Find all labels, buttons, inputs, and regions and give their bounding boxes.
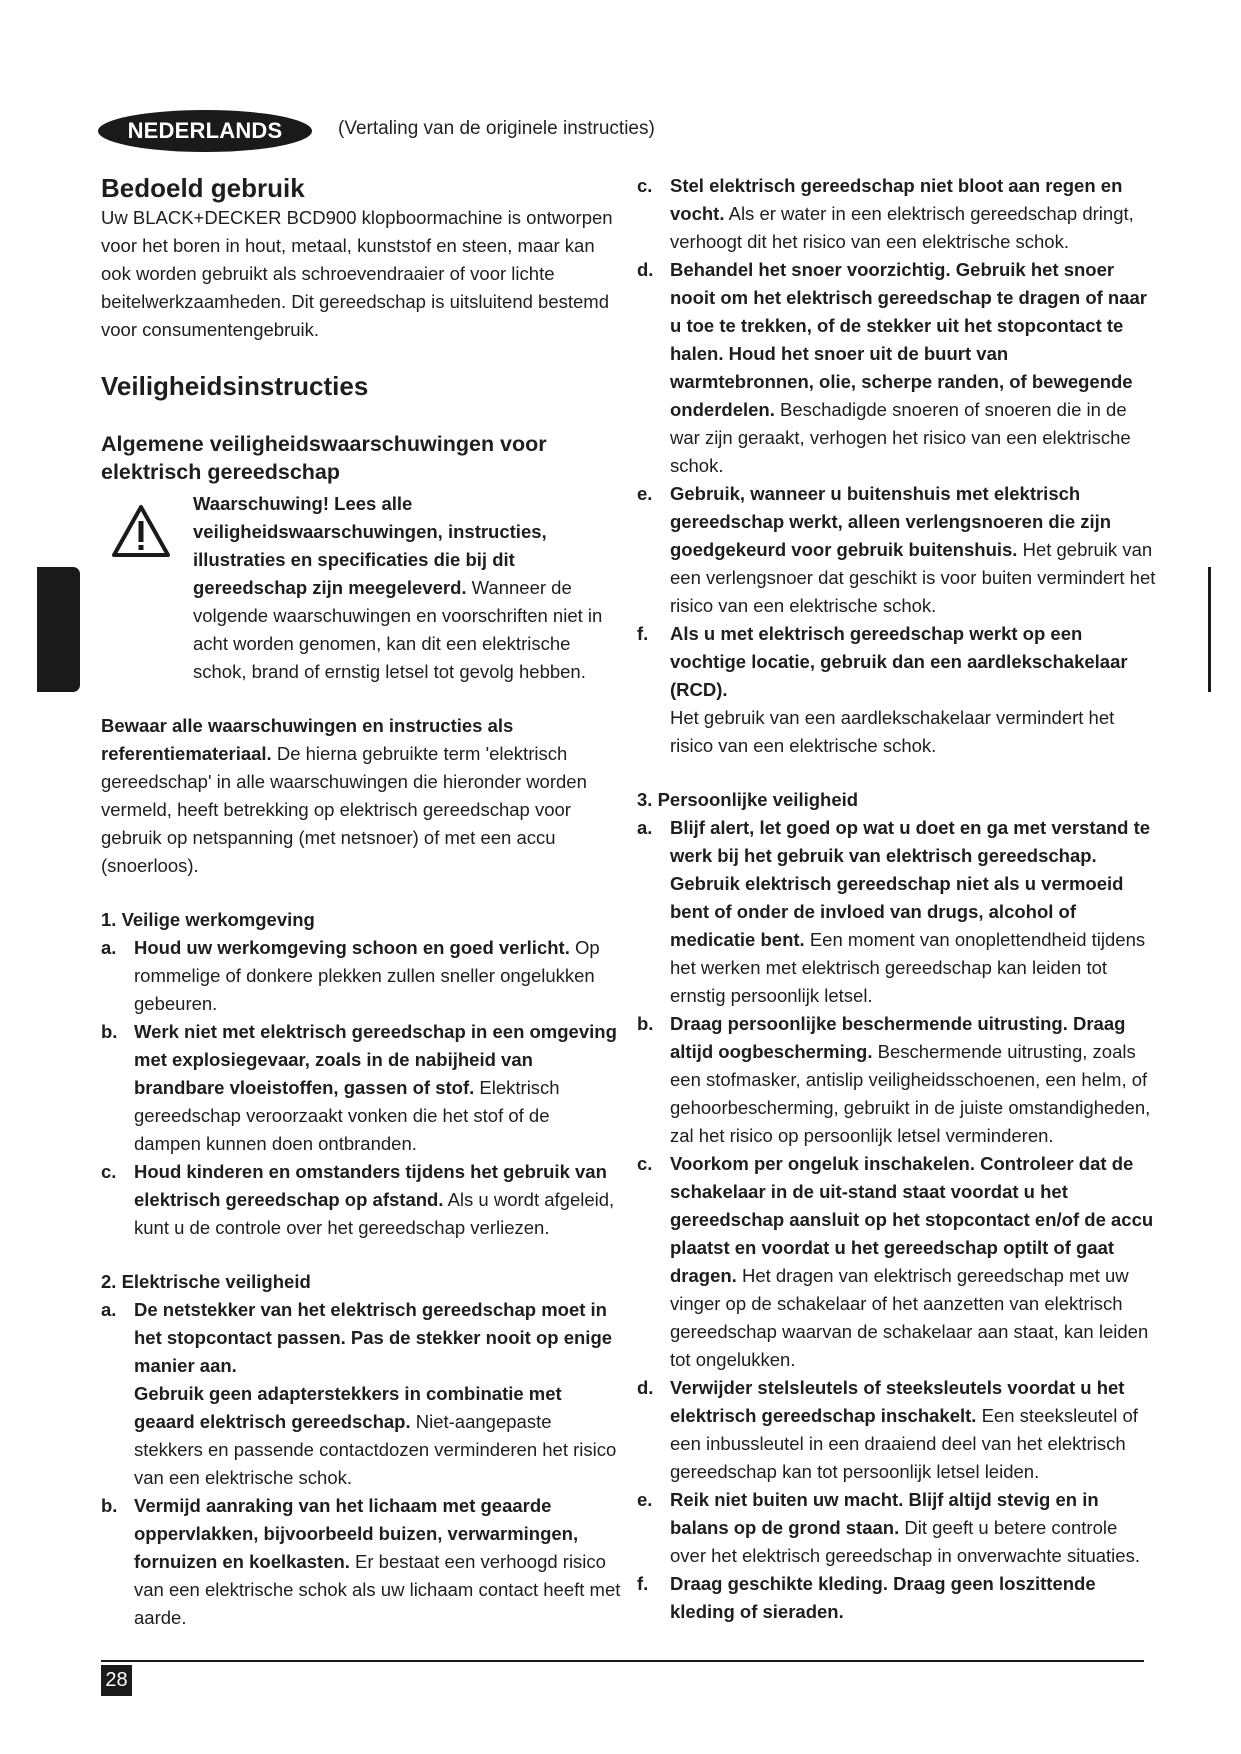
- item-text: Het gebruik van een aardlekschakelaar vermindert het risico van een elektrische schok.: [670, 707, 1115, 756]
- page-number: 28: [101, 1665, 132, 1696]
- s3-item-a: [637, 814, 1157, 1010]
- item-label: d.: [637, 1377, 654, 1398]
- item-text: Elektrisch gereedschap veroorzaakt vonken die het stof of de dampen kunnen doen ontbranden.: [134, 1077, 560, 1154]
- keep-bold: Bewaar alle waarschuwingen en instructies als referentiemateriaal.: [101, 715, 514, 764]
- item-label: b.: [101, 1495, 118, 1516]
- item-label: f.: [637, 623, 649, 644]
- s3-item-e: [637, 1486, 1157, 1570]
- item-bold: Reik niet buiten uw macht. Blijf altijd stevig en in balans op de grond staan.: [670, 1489, 1099, 1538]
- intended-use-text: Uw BLACK+DECKER BCD900 klopboormachine is ontworpen voor het boren in hout, metaal, kunststof en steen, maar kan ook worden gebruikt als schroevendraaier of voor lichte beitelwerkzaamheden. Dit gereedschap is uitsluitend bestemd voor consumentengebruik.: [101, 207, 613, 340]
- section-3-title: 3. Persoonlijke veiligheid: [637, 789, 859, 810]
- item-bold: Draag persoonlijke beschermende uitrusting. Draag altijd oogbescherming.: [670, 1013, 1126, 1062]
- s1-item-c: [101, 1158, 621, 1242]
- item-bold: Blijf alert, let goed op wat u doet en ga met verstand te werk bij het gebruik van elektrisch gereedschap. Gebruik elektrisch gereedschap niet als u vermoeid bent of onder de invloed van drugs, alcohol of medicatie bent.: [670, 817, 1151, 950]
- s3-item-b: [637, 1010, 1157, 1150]
- item-bold: Houd uw werkomgeving schoon en goed verlicht.: [134, 937, 570, 958]
- item-bold: Als u met elektrisch gereedschap werkt op een vochtige locatie, gebruik dan een aardlekschakelaar (RCD).: [670, 623, 1128, 700]
- item-label: a.: [101, 937, 117, 958]
- section-1-title: 1. Veilige werkomgeving: [101, 909, 315, 930]
- item-bold: Werk niet met elektrisch gereedschap in een omgeving met explosiegevaar, zoals in de nabijheid van brandbare vloeistoffen, gassen of stof.: [134, 1021, 617, 1098]
- s3-item-d: [637, 1374, 1157, 1486]
- left-column: [101, 172, 621, 1632]
- item-label: e.: [637, 1489, 653, 1510]
- item-bold: Houd kinderen en omstanders tijdens het gebruik van elektrisch gereedschap op afstand.: [134, 1161, 607, 1210]
- item-bold: Behandel het snoer voorzichtig. Gebruik het snoer nooit om het elektrisch gereedschap te dragen of naar u toe te trekken, of de stekker uit het stopcontact te halen. Houd het snoer uit de buurt van warmtebronnen, olie, scherpe randen, of bewegende onderdelen.: [670, 259, 1148, 420]
- general-warnings-title: Algemene veiligheidswaarschuwingen voor elektrisch gereedschap: [101, 432, 547, 484]
- item-text: Beschermende uitrusting, zoals een stofmasker, antislip veiligheidsschoenen, een helm, of gehoorbescherming, gebruikt in de juiste omstandigheden, zal het risico op persoonlijk letsel verminderen.: [670, 1041, 1151, 1146]
- s2-item-f: [637, 620, 1157, 760]
- item-text: Als er water in een elektrisch gereedschap dringt, verhoogt dit het risico van een elektrische schok.: [670, 203, 1134, 252]
- section-2-title: 2. Elektrische veiligheid: [101, 1271, 311, 1292]
- translation-note: (Vertaling van de originele instructies): [338, 118, 655, 139]
- item-text: Er bestaat een verhoogd risico van een elektrische schok als uw lichaam contact heeft met aarde.: [134, 1551, 621, 1628]
- item-text: Een steeksleutel of een inbussleutel in een draaiend deel van het elektrisch gereedschap kan tot persoonlijk letsel leiden.: [670, 1405, 1138, 1482]
- s2-item-c: [637, 172, 1157, 256]
- s2-item-b: [101, 1492, 621, 1632]
- item-label: a.: [101, 1299, 117, 1320]
- keep-normal: De hierna gebruikte term 'elektrisch gereedschap' in alle waarschuwingen die hieronder worden vermeld, heeft betrekking op elektrisch gereedschap voor gebruik op netspanning (met netsnoer) of met een accu (snoerloos).: [101, 743, 587, 876]
- language-label: NEDERLANDS: [127, 118, 283, 143]
- s3-item-c: [637, 1150, 1157, 1374]
- item-bold: Verwijder stelsleutels of steeksleutels voordat u het elektrisch gereedschap inschakelt.: [670, 1377, 1125, 1426]
- warning-text: [193, 490, 621, 686]
- item-text: Het dragen van elektrisch gereedschap met uw vinger op de schakelaar of het aanzetten van elektrisch gereedschap waarvan de schakelaar aan staat, kan leiden tot ongelukken.: [670, 1265, 1149, 1370]
- item-text: Dit geeft u betere controle over het elektrisch gereedschap in onverwachte situaties.: [670, 1517, 1140, 1566]
- item-label: c.: [101, 1161, 117, 1182]
- warning-block: [101, 490, 621, 686]
- item-text: Niet-aangepaste stekkers en passende contactdozen verminderen het risico van een elektrische schok.: [134, 1411, 617, 1488]
- item-bold-2: Gebruik geen adapterstekkers in combinatie met geaard elektrisch gereedschap.: [134, 1383, 562, 1432]
- item-bold: Stel elektrisch gereedschap niet bloot aan regen en vocht.: [670, 175, 1123, 224]
- language-badge: [98, 110, 312, 152]
- item-label: d.: [637, 259, 654, 280]
- right-column: [637, 172, 1157, 1626]
- item-label: a.: [637, 817, 653, 838]
- s1-item-b: [101, 1018, 621, 1158]
- warning-bold: Waarschuwing! Lees alle veiligheidswaarschuwingen, instructies, illustraties en specificaties die bij dit gereedschap zijn meegeleverd.: [193, 493, 547, 598]
- item-bold: Gebruik, wanneer u buitenshuis met elektrisch gereedschap werkt, alleen verlengsnoeren die zijn goedgekeurd voor gebruik buitenshuis.: [670, 483, 1112, 560]
- item-text: Een moment van onoplettendheid tijdens het werken met elektrisch gereedschap kan leiden tot ernstig persoonlijk letsel.: [670, 929, 1146, 1006]
- item-bold: Vermijd aanraking van het lichaam met geaarde oppervlakken, bijvoorbeeld buizen, verwarmingen, fornuizen en koelkasten.: [134, 1495, 579, 1572]
- s3-item-f: [637, 1570, 1157, 1626]
- item-bold: Draag geschikte kleding. Draag geen loszittende kleding of sieraden.: [670, 1573, 1096, 1622]
- s2-item-d: [637, 256, 1157, 480]
- item-text: Als u wordt afgeleid, kunt u de controle over het gereedschap verliezen.: [134, 1189, 615, 1238]
- item-label: b.: [101, 1021, 118, 1042]
- side-tab-marker: [37, 567, 80, 692]
- keep-instructions: [101, 712, 621, 880]
- intended-use-title: Bedoeld gebruik: [101, 173, 305, 203]
- footer-rule: [101, 1660, 1144, 1662]
- right-edge-marker: [1208, 567, 1211, 692]
- item-text: Op rommelige of donkere plekken zullen sneller ongelukken gebeuren.: [134, 937, 600, 1014]
- warning-normal: Wanneer de volgende waarschuwingen en voorschriften niet in acht worden genomen, kan dit een elektrische schok, brand of ernstig letsel tot gevolg hebben.: [193, 577, 603, 682]
- item-label: c.: [637, 175, 653, 196]
- item-label: b.: [637, 1013, 654, 1034]
- s2-item-a: [101, 1296, 621, 1492]
- item-label: c.: [637, 1153, 653, 1174]
- item-bold: Voorkom per ongeluk inschakelen. Controleer dat de schakelaar in de uit-stand staat voordat u het gereedschap aansluit op het stopcontact en/of de accu plaatst en voordat u het gereedschap optilt of gaat dragen.: [670, 1153, 1154, 1286]
- warning-triangle-icon: [111, 504, 171, 558]
- item-text: Het gebruik van een verlengsnoer dat geschikt is voor buiten vermindert het risico van een elektrische schok.: [670, 539, 1156, 616]
- item-text: Beschadigde snoeren of snoeren die in de war zijn geraakt, verhogen het risico van een elektrische schok.: [670, 399, 1131, 476]
- item-label: e.: [637, 483, 653, 504]
- item-label: f.: [637, 1573, 649, 1594]
- s1-item-a: [101, 934, 621, 1018]
- item-bold: De netstekker van het elektrisch gereedschap moet in het stopcontact passen. Pas de stekker nooit op enige manier aan.: [134, 1299, 613, 1376]
- safety-title: Veiligheidsinstructies: [101, 371, 369, 401]
- s2-item-e: [637, 480, 1157, 620]
